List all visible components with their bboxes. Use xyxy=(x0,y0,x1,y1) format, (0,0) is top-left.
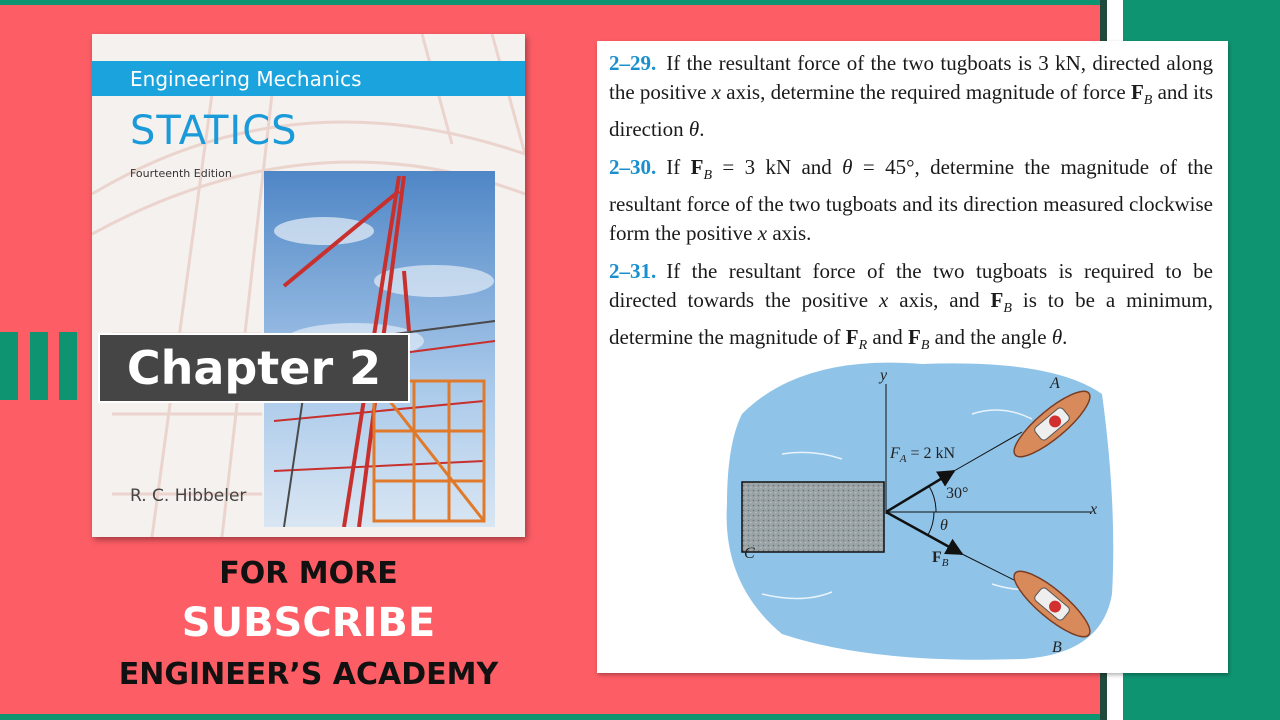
force-symbol: F xyxy=(990,288,1004,312)
label-c: C xyxy=(744,545,755,562)
problem-text: If xyxy=(666,155,691,179)
book-cover xyxy=(92,34,525,537)
book-author: R. C. Hibbeler xyxy=(130,486,247,506)
problem-number: 2–31. xyxy=(609,259,657,283)
accent-bar xyxy=(0,332,18,400)
barge-c xyxy=(742,482,884,552)
problem-number: 2–29. xyxy=(609,51,657,75)
problem-text: is to be a minimum, determine the magnitude of xyxy=(609,288,1213,350)
force-subscript: B xyxy=(1143,93,1153,109)
problem-text: and the angle xyxy=(929,325,1052,350)
force-subscript: B xyxy=(1003,301,1012,317)
force-subscript: R xyxy=(858,338,868,354)
variable-x: x xyxy=(757,221,768,246)
force-subscript: B xyxy=(920,338,930,354)
variable-theta: θ xyxy=(842,155,853,179)
force-symbol: F xyxy=(907,325,921,350)
accent-bar xyxy=(30,332,48,400)
problem-text: . xyxy=(699,117,705,142)
chapter-badge: Chapter 2 xyxy=(98,333,410,403)
force-symbol: F xyxy=(845,325,859,350)
label-b: B xyxy=(1052,639,1062,656)
problem-text: If the resultant force of the two tugboats is required to be directed towards the positive xyxy=(609,259,1213,312)
force-a-symbol: F xyxy=(890,445,900,462)
promo-subscribe: SUBSCRIBE xyxy=(181,600,436,646)
variable-theta: θ xyxy=(1051,325,1063,350)
problem-2-31 xyxy=(609,257,1213,360)
problem-2-30 xyxy=(609,153,1213,248)
promo-channel-name: ENGINEER’S ACADEMY xyxy=(118,657,499,692)
angle-theta-label: θ xyxy=(940,517,948,534)
problem-text: axis, and xyxy=(888,288,991,312)
problem-text: axis, determine the required magnitude of force xyxy=(721,80,1131,104)
variable-x: x xyxy=(879,288,889,312)
force-b-subscript: B xyxy=(941,557,949,569)
label-a: A xyxy=(1050,375,1060,392)
force-a-subscript: A xyxy=(899,453,907,465)
tugboat-diagram xyxy=(722,354,1122,664)
force-a-value: = 2 kN xyxy=(906,445,956,462)
problem-text: . xyxy=(1062,325,1068,350)
problem-text: = 45°, determine the magnitude of the resultant force of the two tugboats and its direction measured clockwise form the positive xyxy=(609,155,1213,246)
problem-text: and xyxy=(867,325,908,350)
problem-text: axis. xyxy=(767,221,812,246)
variable-theta: θ xyxy=(688,117,700,142)
label-x: x xyxy=(1090,501,1098,518)
problem-text: If the resultant force of the two tugboats is 3 kN, directed along the positive xyxy=(609,51,1213,104)
accent-bar xyxy=(59,332,77,400)
promo-line-1: FOR MORE xyxy=(219,556,398,591)
problem-text: = 3 kN and xyxy=(712,155,843,179)
force-symbol: F xyxy=(1130,80,1144,104)
label-y: y xyxy=(880,367,888,384)
force-subscript: B xyxy=(703,168,712,184)
problem-number: 2–30. xyxy=(609,155,657,179)
book-series: Engineering Mechanics xyxy=(130,67,362,91)
book-edition: Fourteenth Edition xyxy=(130,167,232,180)
problem-2-29 xyxy=(609,49,1213,144)
angle-30-label: 30° xyxy=(946,485,969,502)
variable-x: x xyxy=(711,80,721,104)
problem-text: and its direction xyxy=(609,80,1214,142)
force-symbol: F xyxy=(690,155,704,179)
book-title: STATICS xyxy=(130,108,298,154)
force-b-symbol: F xyxy=(932,549,942,566)
